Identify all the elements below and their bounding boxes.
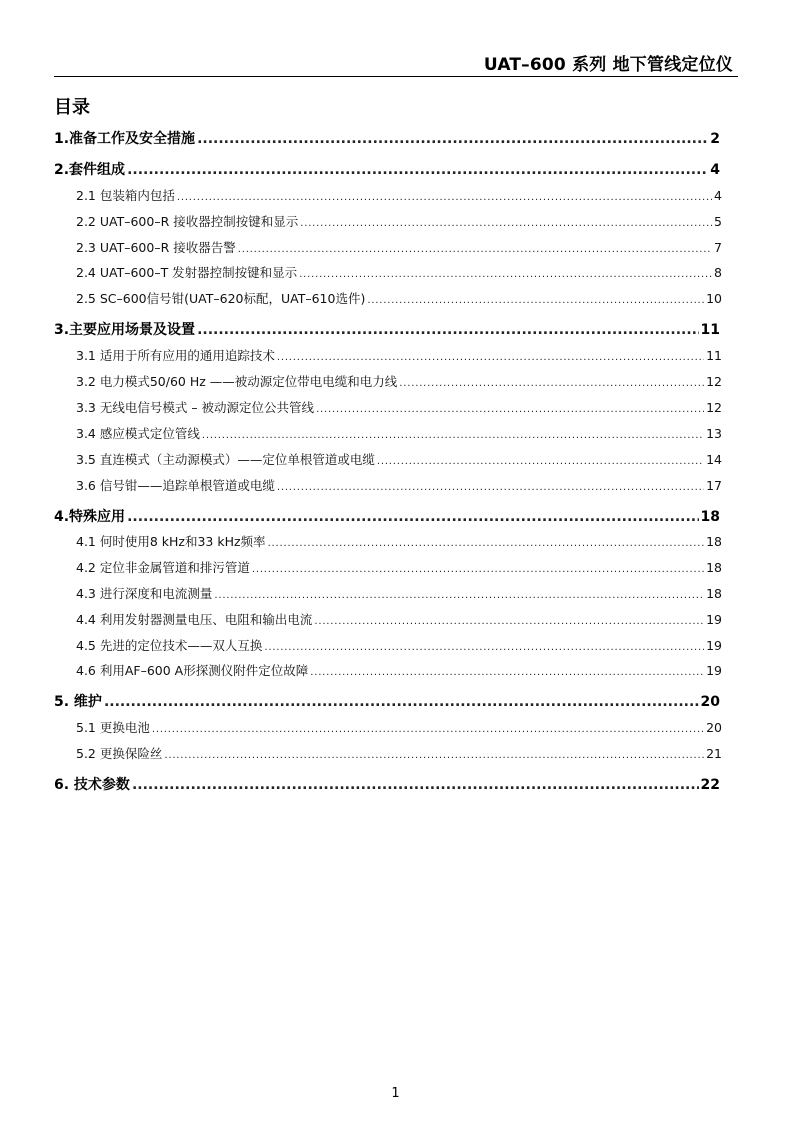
toc-entry[interactable] [76, 585, 722, 603]
toc-entry-page: 7 [714, 240, 722, 255]
toc-entry-page: 2 [710, 131, 720, 147]
toc-entry-title: 3.6 信号钳——追踪单根管道或电缆 [76, 478, 275, 493]
toc-entry-title: 2.4 UAT–600–T 发射器控制按键和显示 [76, 265, 298, 280]
toc-entry[interactable] [76, 239, 722, 257]
toc-entry-title: 5.1 更换电池 [76, 720, 150, 735]
toc-entry[interactable] [54, 776, 720, 794]
toc-entry-page: 5 [714, 214, 722, 229]
toc-leader-dots [197, 130, 708, 148]
toc-entry-page: 19 [706, 663, 722, 678]
toc-entry-title: 4.2 定位非金属管道和排污管道 [76, 560, 250, 575]
toc-entry[interactable] [76, 559, 722, 577]
toc-entry[interactable] [76, 399, 722, 417]
toc-entry-page: 11 [706, 348, 722, 363]
toc-leader-dots [277, 477, 704, 497]
toc-entry[interactable] [76, 373, 722, 391]
toc-leader-dots [164, 745, 704, 765]
toc-leader-dots [177, 187, 712, 207]
toc-entry-page: 21 [706, 746, 722, 761]
toc-leader-dots [377, 451, 704, 471]
toc-entry-page: 11 [700, 322, 720, 338]
toc-leader-dots [252, 559, 704, 579]
toc-leader-dots [399, 373, 704, 393]
toc-entry-page: 19 [706, 638, 722, 653]
toc-entry[interactable] [76, 425, 722, 443]
toc-entry-title: 2.5 SC–600信号钳(UAT–620标配，UAT–610选件) [76, 291, 366, 306]
toc-entry[interactable] [76, 213, 722, 231]
toc-entry[interactable] [76, 662, 722, 680]
toc-entry-page: 4 [714, 188, 722, 203]
toc-entry-title: 3.5 直连模式（主动源模式）——定位单根管道或电缆 [76, 452, 375, 467]
toc-entry-page: 18 [706, 560, 722, 575]
toc-leader-dots [314, 611, 704, 631]
toc-entry[interactable] [76, 347, 722, 365]
toc-entry-page: 20 [706, 720, 722, 735]
toc-entry[interactable] [76, 719, 722, 737]
toc-entry-title: 2.套件组成 [54, 162, 126, 178]
toc-leader-dots [300, 213, 712, 233]
toc-entry[interactable] [54, 693, 720, 711]
toc-entry-title: 3.1 适用于所有应用的通用追踪技术 [76, 348, 275, 363]
toc-entry[interactable] [54, 130, 720, 148]
toc-entry-title: 4.6 利用AF–600 A形探测仪附件定位故障 [76, 663, 309, 678]
toc-leader-dots [268, 533, 705, 553]
toc-entry-title: 3.主要应用场景及设置 [54, 322, 196, 338]
toc-entry-title: 3.3 无线电信号模式 – 被动源定位公共管线 [76, 400, 315, 415]
toc-entry-title: 3.2 电力模式50/60 Hz ——被动源定位带电电缆和电力线 [76, 374, 398, 389]
toc-entry[interactable] [76, 611, 722, 629]
toc-entry-page: 4 [710, 162, 720, 178]
toc-entry-page: 20 [700, 694, 720, 710]
toc-entry-title: 1.准备工作及安全措施 [54, 131, 196, 147]
toc-entry-page: 19 [706, 612, 722, 627]
toc-entry-page: 18 [706, 534, 722, 549]
toc-leader-dots [214, 585, 704, 605]
document-header-title: UAT–600 系列 地下管线定位仪 [483, 55, 733, 75]
toc-entry-page: 18 [700, 509, 720, 525]
page-number: 1 [391, 1086, 400, 1101]
toc-leader-dots [264, 637, 704, 657]
toc-entry-page: 14 [706, 452, 722, 467]
toc-leader-dots [238, 239, 712, 259]
toc-leader-dots [202, 425, 704, 445]
toc-entry-page: 12 [706, 400, 722, 415]
toc-leader-dots [152, 719, 704, 739]
toc-entry-title: 4.特殊应用 [54, 509, 126, 525]
toc-entry-title: 5. 维护 [54, 694, 102, 710]
toc-entry-page: 10 [706, 291, 722, 306]
toc-entry-title: 6. 技术参数 [54, 777, 130, 793]
toc-entry[interactable] [76, 477, 722, 495]
toc-entry-title: 4.4 利用发射器测量电压、电阻和输出电流 [76, 612, 313, 627]
toc-entry[interactable] [76, 451, 722, 469]
toc-leader-dots [310, 662, 704, 682]
toc-entry-title: 2.1 包装箱内包括 [76, 188, 175, 203]
toc-leader-dots [127, 508, 698, 526]
toc-entry[interactable] [76, 533, 722, 551]
toc-entry-title: 4.3 进行深度和电流测量 [76, 586, 213, 601]
toc-entry-page: 12 [706, 374, 722, 389]
toc-entry-title: 4.5 先进的定位技术——双人互换 [76, 638, 263, 653]
toc-entry-title: 4.1 何时使用8 kHz和33 kHz频率 [76, 534, 266, 549]
toc-entry[interactable] [76, 187, 722, 205]
toc-entry[interactable] [76, 290, 722, 308]
toc-leader-dots [104, 693, 699, 711]
toc-leader-dots [367, 290, 704, 310]
header-divider [54, 76, 738, 77]
toc-entry[interactable] [76, 637, 722, 655]
toc-entry[interactable] [76, 264, 722, 282]
toc-entry-title: 5.2 更换保险丝 [76, 746, 163, 761]
toc-entry-page: 17 [706, 478, 722, 493]
toc-entry-page: 22 [700, 777, 720, 793]
toc-entry-title: 2.3 UAT–600–R 接收器告警 [76, 240, 236, 255]
toc-entry[interactable] [54, 508, 720, 526]
toc-leader-dots [127, 161, 708, 179]
toc-leader-dots [277, 347, 704, 367]
toc-entry-page: 13 [706, 426, 722, 441]
toc-entry-title: 3.4 感应模式定位管线 [76, 426, 200, 441]
toc-leader-dots [299, 264, 712, 284]
toc-entry[interactable] [54, 321, 720, 339]
toc-leader-dots [132, 776, 699, 794]
toc-entry[interactable] [54, 161, 720, 179]
toc-leader-dots [197, 321, 698, 339]
toc-entry-page: 18 [706, 586, 722, 601]
toc-entry-title: 2.2 UAT–600–R 接收器控制按键和显示 [76, 214, 299, 229]
toc-entry[interactable] [76, 745, 722, 763]
toc-leader-dots [316, 399, 704, 419]
toc-heading: 目录 [54, 97, 90, 118]
toc-entry-page: 8 [714, 265, 722, 280]
